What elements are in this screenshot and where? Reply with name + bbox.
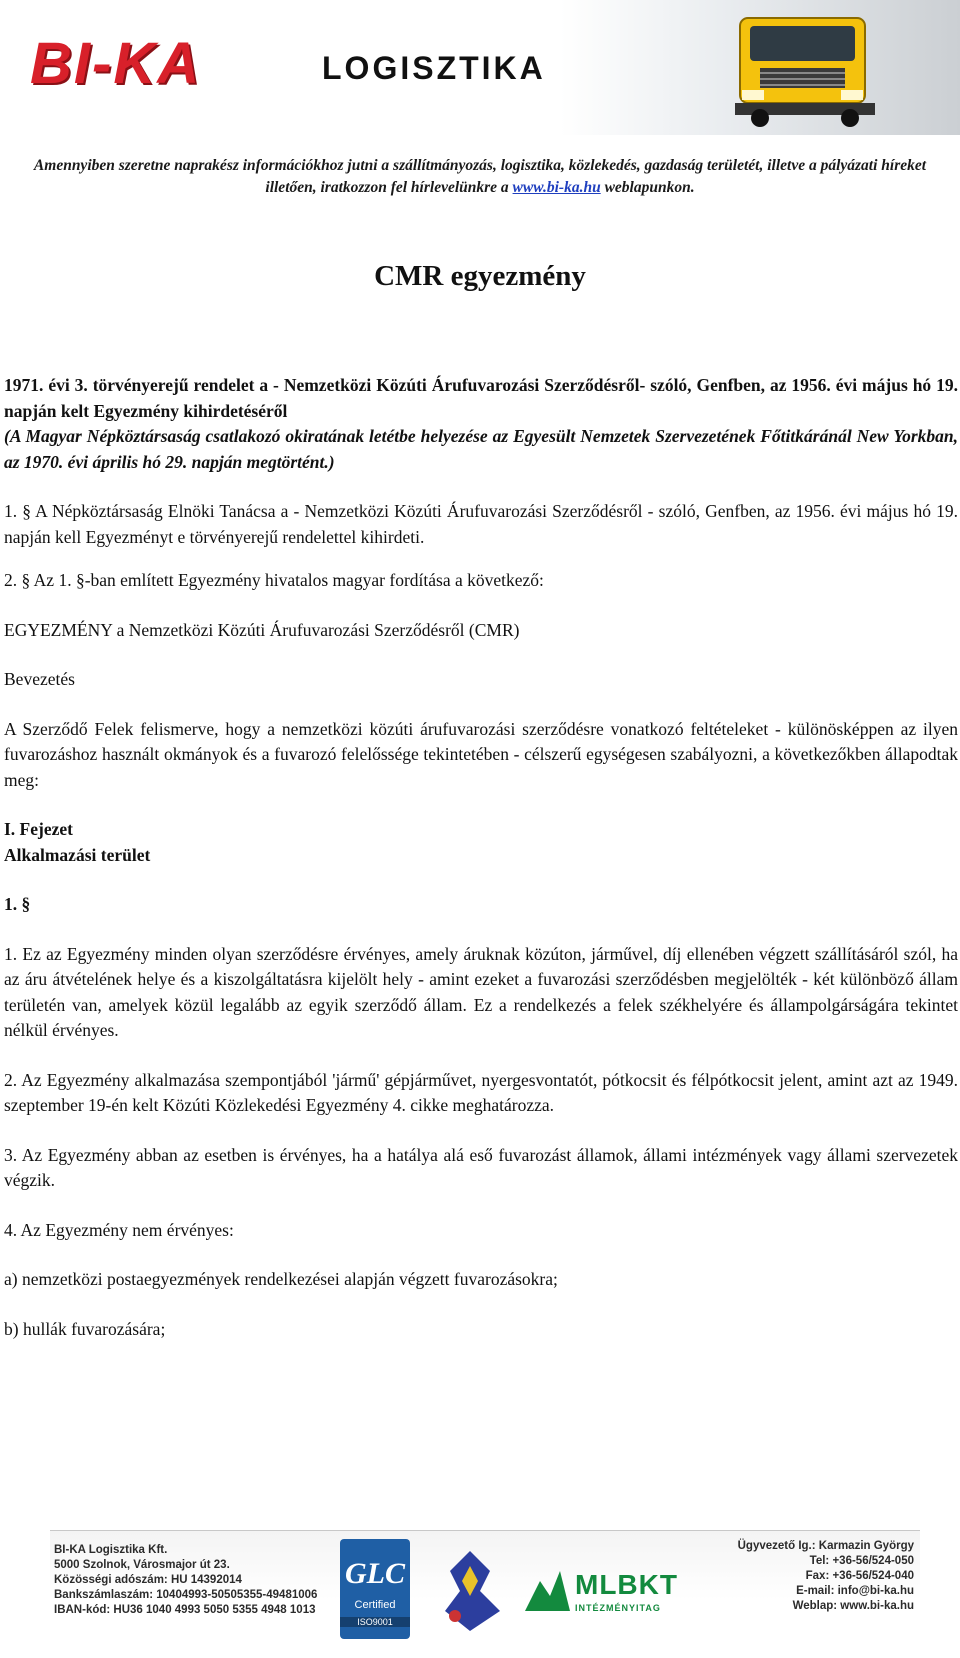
company-bank-account: Bankszámlaszám: 10404993-50505355-49481006 [54, 1589, 318, 1601]
managing-director: Ügyvezető Ig.: Karmazin György [737, 1540, 914, 1552]
decree-title: 1971. évi 3. törvényerejű rendelet a - Nemzetközi Közúti Árufuvarozási Szerződésről- szóló, Genfben, az 1956. évi május hó 19. napján kelt Egyezmény kihirdetéséről [4, 375, 958, 421]
chapter-heading: I. Fejezet [4, 819, 73, 839]
decree-note: (A Magyar Népköztársaság csatlakozó okiratának letétbe helyezése az Egyesült Nemzetek Szervezetének Főtitkáránál New Yorkban, az 1970. évi április hó 29. napján megtörtént.) [4, 426, 958, 472]
company-address: 5000 Szolnok, Városmajor út 23. [54, 1559, 230, 1571]
contact-details [734, 1539, 914, 1614]
section-1-point-3: 3. Az Egyezmény abban az esetben is érvényes, ha a hatálya alá eső fuvarozást államok, állami intézmények vagy állami szervezetek végzik. [4, 1144, 958, 1190]
company-logo-subtitle: LOGISZTIKA [322, 50, 546, 86]
mlbkt-logo-text: MLBKT [575, 1569, 678, 1600]
page-header [0, 0, 960, 150]
glc-logo-text: GLC [345, 1557, 405, 1590]
notice-text: Amennyiben szeretne naprakész információkhoz jutni a szállítmányozás, logisztika, közlekedés, gazdaság területét, illetve a pályázati híreket illetően, iratkozzon fel hírlevelünkre a [33, 157, 927, 196]
agreement-title: EGYEZMÉNY a Nemzetközi Közúti Árufuvarozási Szerződésről (CMR) [4, 619, 520, 640]
contact-fax: Fax: +36-56/524-040 [805, 1570, 914, 1582]
section-1-point-1: 1. Ez az Egyezmény minden olyan szerződésre érvényes, amely áruknak közúton, járművel, díj ellenében végzett szállításáról szól, ha az áru átvételének helye és a kiszolgáltatásra kijelölt hely - amint ezeket a fuvarozási szerződésben megjelölték - két különböző állam területén van, amelyek közül legalább az egyik szerződő állam. Ez a rendelkezés a felek székhelyére és állampolgárságára tekintet nélkül érvényes. [4, 943, 958, 1040]
company-logo: BI-KA [30, 31, 202, 96]
glc-certified-logo [340, 1539, 410, 1639]
truck-icon [730, 8, 880, 128]
emblem-icon [430, 1546, 510, 1636]
preamble: A Szerződő Felek felismerve, hogy a nemzetközi közúti árufuvarozási szerződésre vonatkozó feltételeket - különösképpen az ilyen fuvarozáshoz használt okmányok és a fuvarozó felelőssége tekintetében - célszerű egységesen szabályozni, a következőkben állapodtak meg: [4, 718, 958, 790]
section-1-point-2: 2. Az Egyezmény alkalmazása szempontjából 'jármű' gépjárművet, nyergesvontatót, pótkocsit és félpótkocsit jelent, amint azt az 1949. szeptember 19-én kelt Közúti Közlekedési Egyezmény 4. cikke meghatározza. [4, 1069, 958, 1115]
paragraph-2: 2. § Az 1. §-ban említett Egyezmény hivatalos magyar fordítása a következő: [4, 570, 544, 590]
website-link[interactable]: www.bi-ka.hu [512, 179, 601, 196]
company-tax-number: Közösségi adószám: HU 14392014 [54, 1574, 242, 1586]
page-footer [50, 1530, 920, 1646]
mlbkt-logo-icon [520, 1561, 575, 1616]
chapter-title: Alkalmazási terület [4, 844, 151, 865]
document-title: CMR egyezmény [374, 260, 586, 292]
section-1-point-4: 4. Az Egyezmény nem érvényes: [4, 1219, 234, 1240]
document-body [4, 373, 958, 1342]
newsletter-notice [10, 155, 950, 199]
contact-website: Weblap: www.bi-ka.hu [792, 1600, 914, 1612]
section-heading: 1. § [4, 894, 31, 914]
contact-email: E-mail: info@bi-ka.hu [796, 1585, 914, 1597]
section-1-point-4b: b) hullák fuvarozására; [4, 1318, 166, 1339]
glc-logo-iso: ISO9001 [340, 1617, 410, 1627]
section-1-point-4a: a) nemzetközi postaegyezmények rendelkezései alapján végzett fuvarozásokra; [4, 1269, 558, 1289]
glc-logo-subtitle: Certified [354, 1599, 396, 1611]
contact-phone: Tel: +36-56/524-050 [809, 1555, 914, 1567]
company-name: BI-KA Logisztika Kft. [54, 1544, 168, 1556]
decree-heading [4, 373, 958, 475]
paragraph-1: 1. § A Népköztársaság Elnöki Tanácsa a - Nemzetközi Közúti Árufuvarozási Szerződésről - szóló, Genfben, az 1956. évi május hó 19. napján kell Egyezményt e törvényerejű rendelettel kihirdeti. [4, 501, 958, 547]
company-details [54, 1543, 334, 1618]
introduction-heading: Bevezetés [4, 669, 75, 689]
notice-text-end: weblapunkon. [600, 179, 695, 196]
mlbkt-logo-tag: INTÉZMÉNYITAG [575, 1603, 661, 1613]
company-iban: IBAN-kód: HU36 1040 4993 5050 5355 4948 1013 [54, 1604, 316, 1616]
